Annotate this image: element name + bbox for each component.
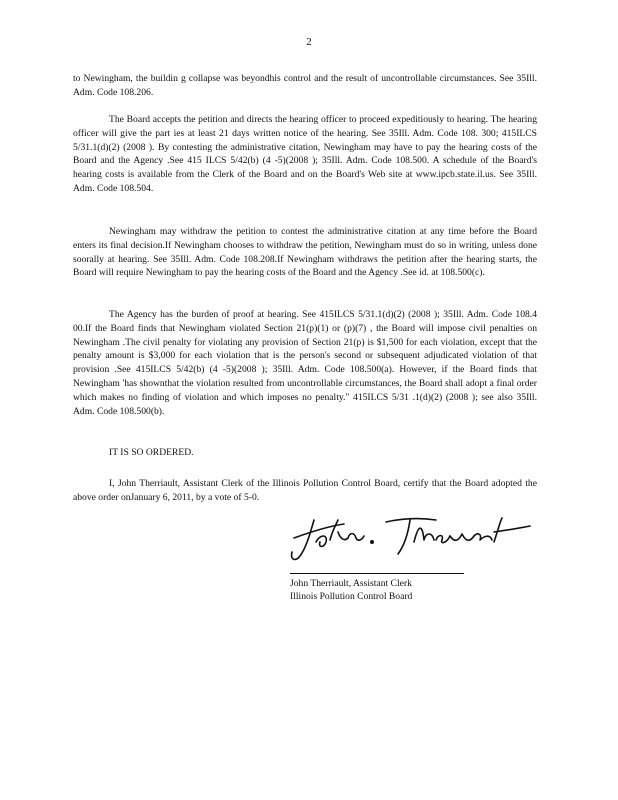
handwritten-signature bbox=[286, 512, 536, 568]
order-statement: IT IS SO ORDERED. bbox=[109, 447, 194, 458]
signer-organization: Illinois Pollution Control Board bbox=[290, 591, 413, 602]
certification-block bbox=[73, 477, 537, 505]
signer-name-title: John Therriault, Assistant Clerk bbox=[290, 578, 412, 589]
paragraph-3: Newingham may withdraw the petition to contest the administrative citation at any time before the Board enters its final decision.If Newingham chooses to withdraw the petition, Newingham must do so in writing, unless done soorally at hearing. See 35Ill. Adm. Code 108.208.If Newingham withdraws the petition after the hearing starts, the Board will require Newingham to pay the hearing costs of the Board and the Agency .See id. at 108.500(c). bbox=[73, 226, 537, 279]
paragraph-1: to Newingham, the buildin g collapse was beyondhis control and the result of uncontrollable circumstances. See 35Ill. Adm. Code 108.206. bbox=[73, 73, 537, 98]
paragraph-withdraw bbox=[73, 225, 537, 280]
paragraph-continued bbox=[73, 72, 537, 100]
paragraph-hearing bbox=[73, 113, 537, 196]
certification-text: I, John Therriault, Assistant Clerk of the Illinois Pollution Control Board, certify that the Board adopted the above order onJanuary 6, 2011, by a vote of 5-0. bbox=[73, 478, 537, 503]
signature-line bbox=[290, 573, 464, 574]
signature-block bbox=[290, 577, 412, 603]
paragraph-4: The Agency has the burden of proof at hearing. See 415ILCS 5/31.1(d)(2) (2008 ); 35Ill. Adm. Code 108.4 00.If the Board finds that Newingham violated Section 21(p)(1) or (p)(7) , the Board will impose civil penalties on Newingham .The civil penalty for violating any provision of Section 21(p) is $1,500 for each violation, except that the penalty amount is $3,000 for each violation that is the person's second or subsequent adjudicated violation of that provision .See 415ILCS 5/42(b) (4 -5)(2008 ); 35Ill. Adm. Code 108.500(a). However, if the Board finds that Newingham 'has shownthat the violation resulted from uncontrollable circumstances, the Board shall adopt a final order which makes no finding of violation and which imposes no penalty." 415ILCS 5/31 .1(d)(2) (2008 ); see also 35Ill. Adm. Code 108.500(b). bbox=[73, 309, 537, 417]
paragraph-burden bbox=[73, 308, 537, 418]
page-number: 2 bbox=[306, 36, 312, 48]
paragraph-2: The Board accepts the petition and directs the hearing officer to proceed expeditiously to hearing. The hearing officer will give the part ies at least 21 days written notice of the hearing. See 35Ill. Adm. Code 108. 300; 415ILCS 5/31.1(d)(2) (2008 ). By contesting the administrative citation, Newingham may have to pay the hearing costs of the Board and the Agency .See 415 ILCS 5/42(b) (4 -5)(2008 ); 35Ill. Adm. Code 108.500. A schedule of the Board's hearing costs is available from the Clerk of the Board and on the Board's Web site at www.ipcb.state.il.us. See 35Ill. Adm. Code 108.504. bbox=[73, 114, 537, 194]
